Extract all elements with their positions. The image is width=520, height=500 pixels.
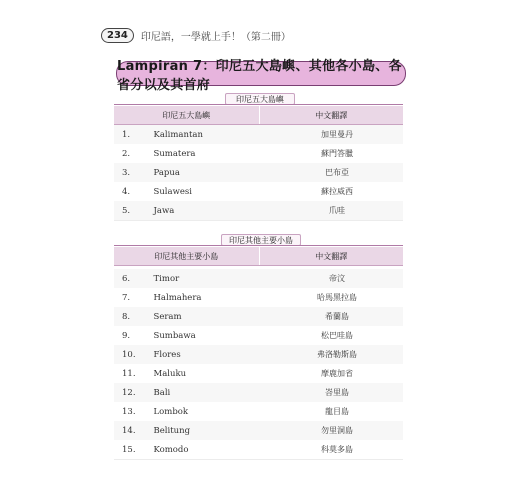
chinese-translation: 加里曼丹 <box>320 130 353 139</box>
chinese-translation: 龍目島 <box>324 407 349 416</box>
row-number: 1. <box>122 129 131 140</box>
table-row <box>114 125 403 145</box>
island-name: Papua <box>153 167 180 178</box>
table-row <box>114 307 403 327</box>
row-number: 3. <box>122 167 131 178</box>
row-number: 4. <box>122 186 131 197</box>
page-number: 234 <box>101 28 134 43</box>
chinese-translation: 勿里洞島 <box>320 426 353 435</box>
table-row <box>114 421 403 441</box>
column-header-island: 印尼其他主要小島 <box>154 251 219 261</box>
island-name: Jawa <box>153 205 175 216</box>
island-name: Kalimantan <box>153 129 203 140</box>
table-row <box>114 201 403 221</box>
table-row <box>114 345 403 365</box>
column-header-translation: 中文翻譯 <box>259 106 404 124</box>
appendix-title-banner <box>116 58 406 93</box>
row-number: 8. <box>122 311 131 322</box>
table-row <box>114 163 403 183</box>
table-row <box>114 269 403 289</box>
table-row <box>114 440 403 460</box>
chinese-translation: 帝汶 <box>328 274 345 283</box>
row-number: 13. <box>122 406 136 417</box>
row-number: 5. <box>122 205 131 216</box>
row-number: 11. <box>122 368 136 379</box>
chinese-translation: 松巴哇島 <box>320 331 353 340</box>
island-name: Sulawesi <box>153 186 192 197</box>
appendix-title: Lampiran 7：印尼五大島嶼、其他各小島、各省分以及其首府 <box>117 58 402 93</box>
row-number: 10. <box>122 349 136 360</box>
island-name: Halmahera <box>153 292 202 303</box>
section-label-text: 印尼其他主要小島 <box>229 235 293 245</box>
row-number: 2. <box>122 148 131 159</box>
island-name: Lombok <box>153 406 189 417</box>
book-title: 印尼語，一學就上手！（第二冊） <box>140 31 291 43</box>
island-name: Komodo <box>153 444 189 455</box>
chinese-translation: 峇里島 <box>324 388 349 397</box>
island-name: Timor <box>153 273 180 284</box>
row-number: 15. <box>122 444 136 455</box>
section-rule <box>114 245 403 246</box>
table-row <box>114 383 403 403</box>
table-row <box>114 288 403 308</box>
column-header-translation: 中文翻譯 <box>259 247 404 265</box>
island-name: Maluku <box>153 368 187 379</box>
chinese-translation: 哈馬黑拉島 <box>316 293 357 302</box>
table-row <box>114 144 403 164</box>
chinese-translation: 蘇門答臘 <box>320 149 353 158</box>
chinese-translation: 摩鹿加省 <box>320 369 353 378</box>
chinese-translation: 弗洛勒斯島 <box>316 350 357 359</box>
section-rule <box>114 104 403 105</box>
row-number: 14. <box>122 425 136 436</box>
table-header-other-islands <box>114 247 403 266</box>
table-row <box>114 402 403 422</box>
section-label-text: 印尼五大島嶼 <box>236 94 284 104</box>
row-number: 12. <box>122 387 136 398</box>
row-number: 9. <box>122 330 131 341</box>
island-name: Belitung <box>153 425 191 436</box>
chinese-translation: 科莫多島 <box>320 445 353 454</box>
row-number: 7. <box>122 292 131 303</box>
chinese-translation: 巴布亞 <box>324 168 349 177</box>
column-header-island: 印尼五大島嶼 <box>162 110 211 120</box>
table-row <box>114 364 403 384</box>
island-name: Sumatera <box>153 148 196 159</box>
chinese-translation: 爪哇 <box>328 206 345 215</box>
row-number: 6. <box>122 273 131 284</box>
page-header <box>101 27 291 43</box>
table-row <box>114 326 403 346</box>
island-name: Flores <box>153 349 181 360</box>
table-header-main-islands <box>114 106 403 125</box>
chinese-translation: 希蘭島 <box>324 312 349 321</box>
chinese-translation: 蘇拉威西 <box>320 187 353 196</box>
island-name: Seram <box>153 311 182 322</box>
island-name: Sumbawa <box>153 330 196 341</box>
table-row <box>114 182 403 202</box>
island-name: Bali <box>153 387 171 398</box>
